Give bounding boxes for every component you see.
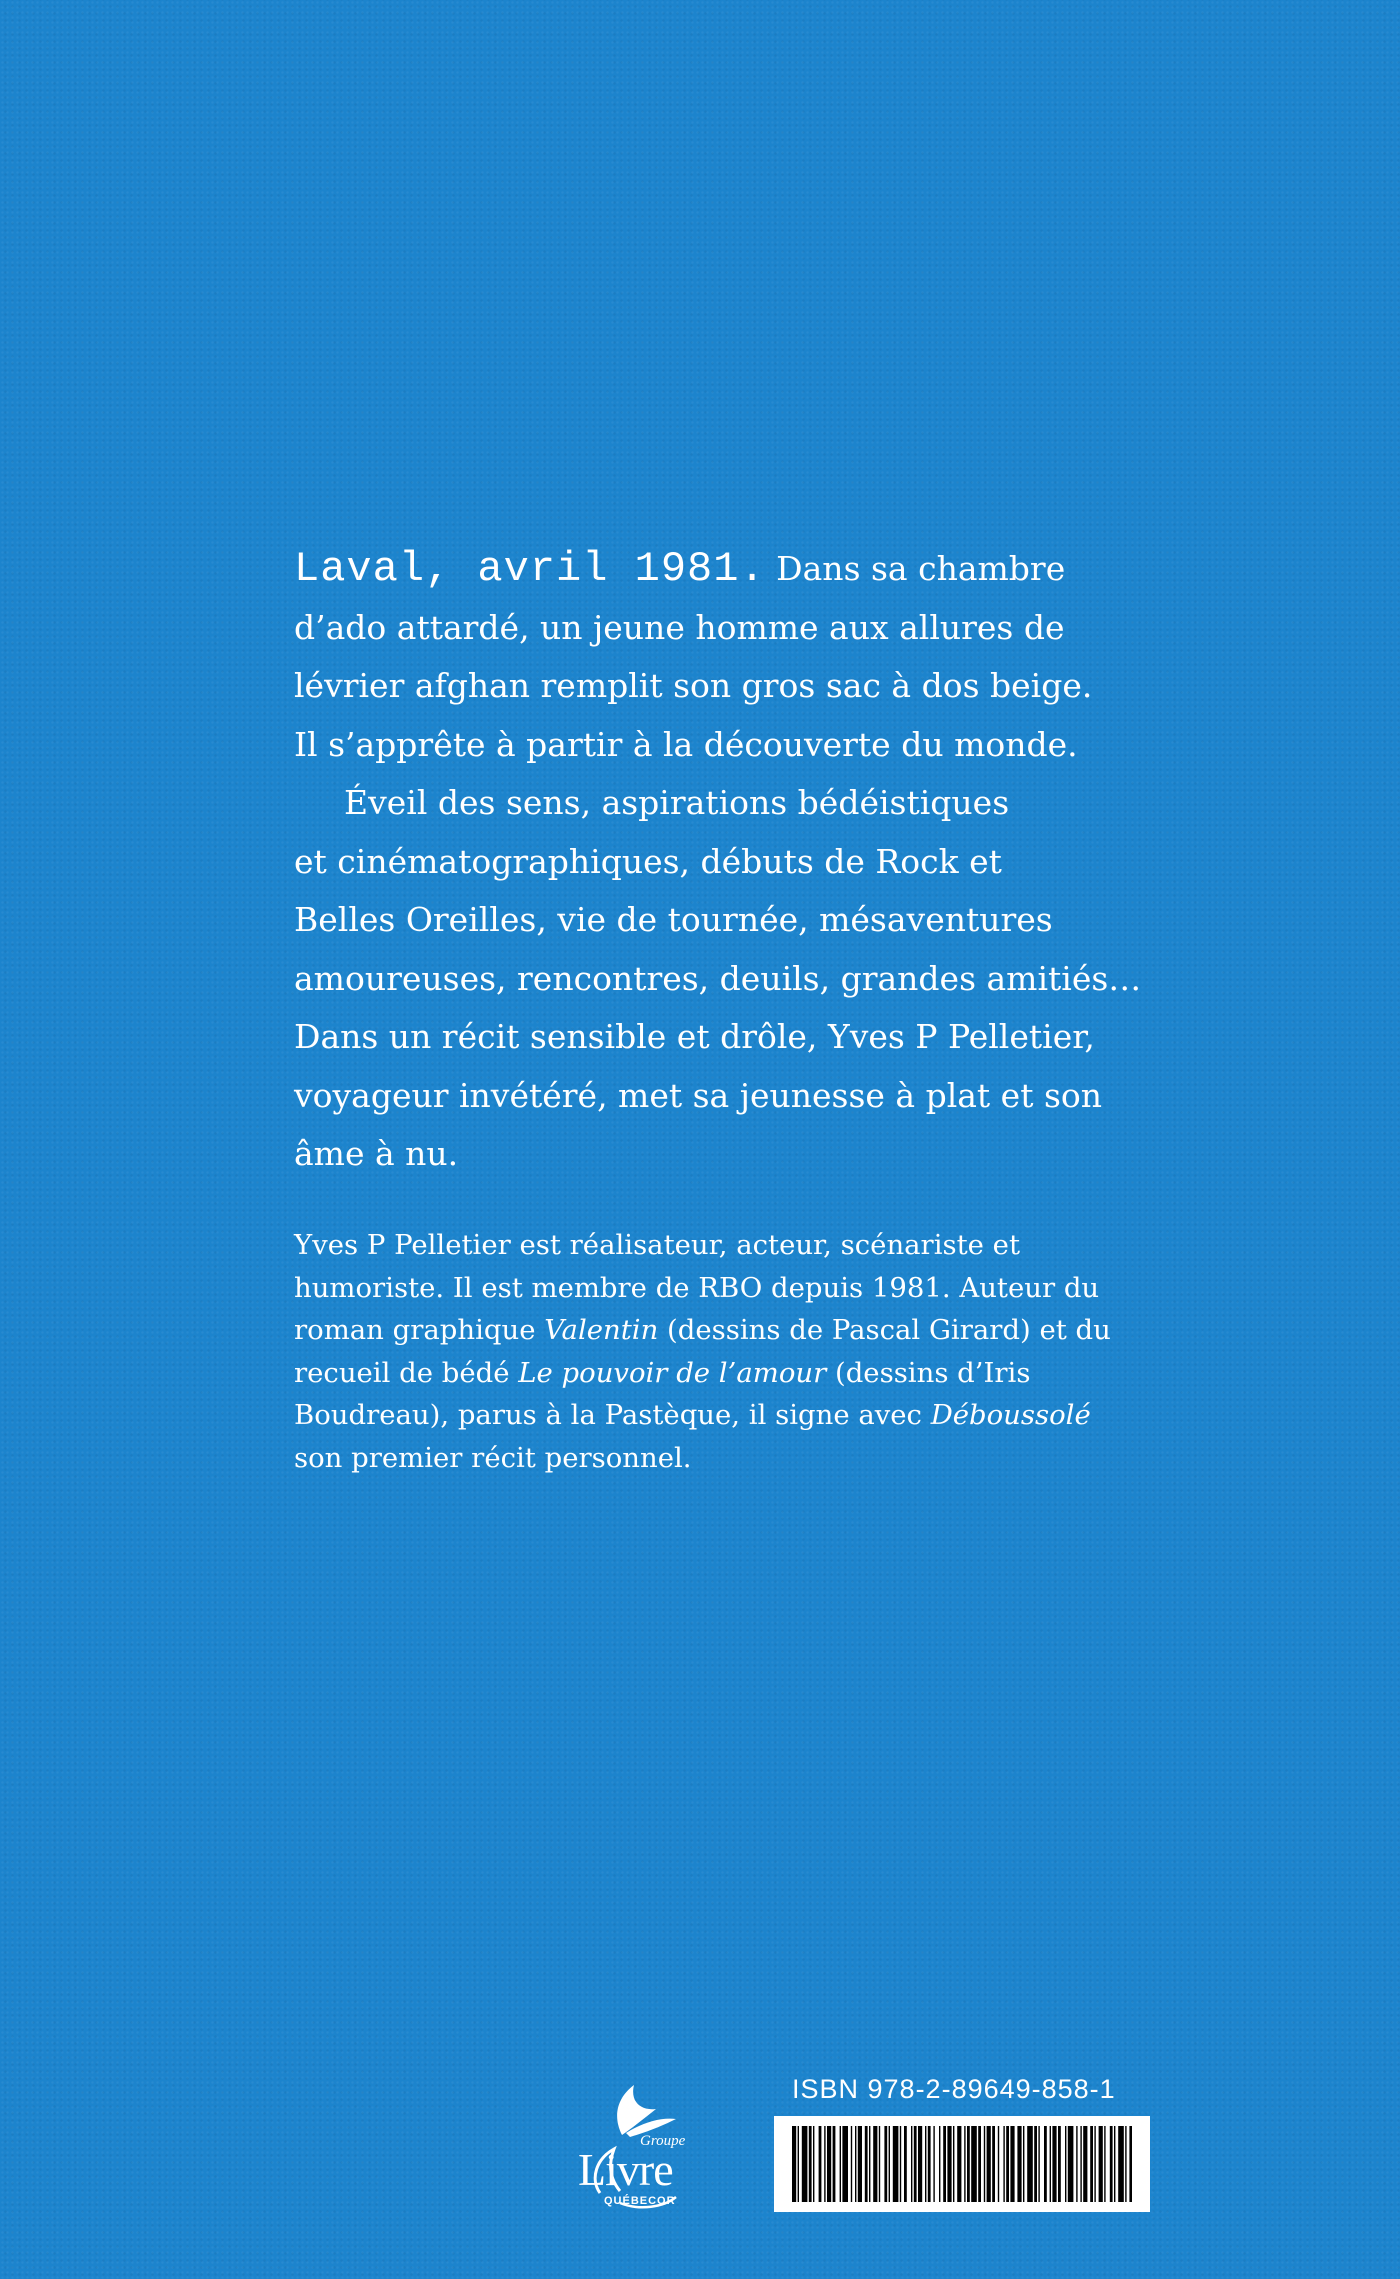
blurb-line-4: Il s’apprête à partir à la découverte du monde. <box>294 724 1078 764</box>
barcode-bar <box>884 2126 887 2202</box>
barcode-bar <box>819 2126 822 2202</box>
barcode-bar <box>1125 2126 1126 2202</box>
barcode-bar <box>1065 2126 1066 2202</box>
blurb-line-3: lévrier afghan remplit son gros sac à dos beige. <box>294 666 1093 705</box>
barcode-bar <box>824 2126 825 2202</box>
barcode-bar <box>842 2126 848 2202</box>
blurb-paragraph-2 <box>294 774 1146 1184</box>
barcode-bar <box>1003 2126 1004 2202</box>
author-bio <box>294 1224 1146 1479</box>
barcode-bar <box>1068 2126 1074 2202</box>
barcode <box>774 2116 1150 2212</box>
blurb <box>294 540 1146 1184</box>
place-date: Laval, avril 1981. <box>294 545 766 593</box>
barcode-bar <box>873 2126 877 2202</box>
publisher-livre: Livre <box>578 2144 673 2195</box>
barcode-bar <box>943 2126 946 2202</box>
barcode-bar <box>1094 2126 1095 2202</box>
barcode-bar <box>813 2126 814 2202</box>
barcode-bar <box>947 2126 951 2202</box>
bio-text-3: (dessins d’Iris Boudreau), parus à la Pastèque, il signe avec <box>294 1356 1031 1431</box>
barcode-bar <box>904 2126 907 2202</box>
blurb-line-10: voyageur invétéré, met sa jeunesse à plat et son <box>294 1075 1103 1115</box>
barcode-bar <box>964 2126 965 2202</box>
barcode-bar <box>869 2126 870 2202</box>
isbn-label: ISBN 978-2-89649-858-1 <box>792 2074 1116 2104</box>
bio-text-4: son premier récit personnel. <box>294 1441 692 1474</box>
blurb-line-2: d’ado attardé, un jeune homme aux allures de <box>294 607 1065 647</box>
barcode-bar <box>1058 2126 1061 2202</box>
barcode-bar <box>840 2126 841 2202</box>
barcode-bar <box>978 2126 981 2202</box>
barcode-bar <box>987 2126 991 2202</box>
blurb-line-9: Dans un récit sensible et drôle, Yves P Pelletier, <box>294 1017 1095 1056</box>
barcode-bar <box>984 2126 985 2202</box>
barcode-bar <box>957 2126 961 2202</box>
blurb-line-8: amoureuses, rencontres, deuils, grandes amitiés… <box>294 958 1142 998</box>
barcode-bar <box>1010 2126 1014 2202</box>
publisher-logo <box>560 2075 720 2225</box>
barcode-bar <box>833 2126 836 2202</box>
barcode-bar <box>1017 2126 1021 2202</box>
barcode-bar <box>1052 2126 1056 2202</box>
isbn-block <box>774 2072 1150 2212</box>
barcode-bar <box>1114 2126 1115 2202</box>
book-title-pouvoir: Le pouvoir de l’amour <box>518 1356 827 1389</box>
bio-text-2: (dessins de Pascal Girard) et du recueil de bédé <box>294 1314 1111 1389</box>
blurb-line-5: Éveil des sens, aspirations bédéistiques <box>344 783 1010 822</box>
blurb-line-1 <box>294 540 1146 599</box>
blurb-line-7: Belles Oreilles, vie de tournée, mésaventures <box>294 900 1053 939</box>
barcode-bar <box>889 2126 890 2202</box>
barcode-bar <box>855 2126 856 2202</box>
barcode-bar <box>1076 2126 1077 2202</box>
barcode-bar <box>971 2126 977 2202</box>
bio-text-1: Yves P Pelletier est réalisateur, acteur, scénariste et humoriste. Il est membre de RBO depuis 1981. Auteur du roman graphique <box>294 1229 1100 1346</box>
barcode-bar <box>1118 2126 1124 2202</box>
blurb-line-11: âme à nu. <box>294 1134 459 1173</box>
barcode-bar <box>953 2126 954 2202</box>
barcode-bar <box>802 2126 808 2202</box>
barcode-bar <box>798 2126 799 2202</box>
barcode-bar <box>928 2126 931 2202</box>
barcode-bar <box>1038 2126 1039 2202</box>
blurb-line-1-text: Dans sa chambre <box>765 549 1066 588</box>
barcode-bar <box>1090 2126 1093 2202</box>
barcode-bar <box>925 2126 926 2202</box>
barcode-bar <box>1083 2126 1087 2202</box>
blurb-line-6: et cinématographiques, débuts de Rock et <box>294 841 1002 881</box>
barcode-bar <box>998 2126 999 2202</box>
publisher-groupe: Groupe <box>640 2133 686 2149</box>
barcode-bar <box>933 2126 934 2202</box>
book-title-deboussole: Déboussolé <box>930 1399 1091 1431</box>
barcode-bar <box>893 2126 899 2202</box>
author-bio-paragraph <box>294 1224 1146 1479</box>
publisher-quebecor: QUÉBECOR <box>604 2195 676 2207</box>
barcode-bar <box>792 2126 796 2202</box>
barcode-bar <box>911 2126 912 2202</box>
barcode-bar <box>939 2126 940 2202</box>
barcode-bar <box>914 2126 917 2202</box>
blurb-paragraph-1 <box>294 540 1146 774</box>
barcode-bar <box>918 2126 922 2202</box>
barcode-bars <box>792 2126 1132 2202</box>
barcode-bar <box>992 2126 995 2202</box>
barcode-bar <box>1044 2126 1047 2202</box>
barcode-bar <box>1023 2126 1024 2202</box>
barcode-bar <box>1034 2126 1037 2202</box>
barcode-bar <box>900 2126 901 2202</box>
book-title-valentin: Valentin <box>544 1314 659 1346</box>
barcode-bar <box>865 2126 868 2202</box>
barcode-bar <box>967 2126 970 2202</box>
barcode-bar <box>858 2126 862 2202</box>
barcode-bar <box>1050 2126 1051 2202</box>
barcode-bar <box>1080 2126 1081 2202</box>
barcode-bar <box>851 2126 852 2202</box>
barcode-bar <box>1099 2126 1103 2202</box>
barcode-bar <box>1110 2126 1113 2202</box>
barcode-bar <box>879 2126 880 2202</box>
barcode-bar <box>827 2126 831 2202</box>
barcode-bar <box>1129 2126 1132 2202</box>
barcode-bar <box>1006 2126 1009 2202</box>
barcode-bar <box>1027 2126 1033 2202</box>
barcode-bar <box>1104 2126 1105 2202</box>
barcode-bar <box>809 2126 812 2202</box>
